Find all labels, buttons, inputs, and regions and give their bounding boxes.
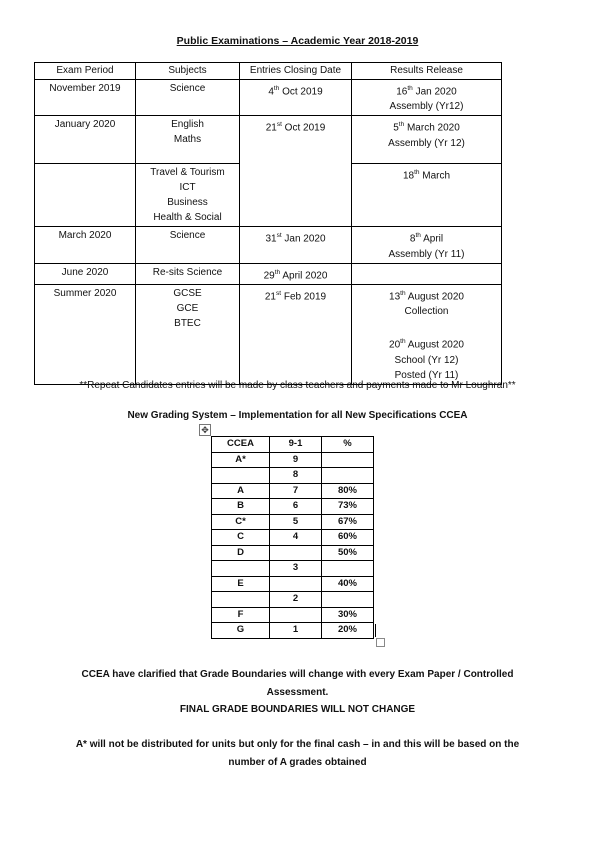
subjects-cell xyxy=(136,80,240,116)
subject-item: BTEC xyxy=(174,317,201,329)
header-entries-closing-date: Entries Closing Date xyxy=(240,63,352,80)
results-date: 13th August 2020 xyxy=(389,289,464,303)
results-release-cell xyxy=(352,284,502,384)
results-date: 18th March xyxy=(402,169,451,182)
table-row xyxy=(35,227,502,263)
results-detail: Posted (Yr 11) xyxy=(394,369,459,381)
nine-one-grade-cell: 9 xyxy=(270,452,322,468)
grade-row xyxy=(212,499,374,515)
results-detail: Collection xyxy=(404,306,449,318)
nine-one-grade-cell: 3 xyxy=(270,561,322,577)
nine-one-grade-cell xyxy=(270,576,322,592)
subject-item: Science xyxy=(169,230,206,242)
ccea-grade-cell: D xyxy=(212,545,270,561)
subject-item: Business xyxy=(167,197,208,209)
header-exam-period: Exam Period xyxy=(35,63,136,80)
percent-cell: 50% xyxy=(322,545,374,561)
ccea-grade-cell: C xyxy=(212,530,270,546)
subject-item: GCE xyxy=(176,302,199,314)
closing-date: 31st Jan 2020 xyxy=(265,232,326,245)
document-title: Public Examinations – Academic Year 2018-2019 xyxy=(176,35,419,47)
ccea-grade-cell: E xyxy=(212,576,270,592)
results-release-cell xyxy=(352,227,502,263)
resize-handle-icon[interactable] xyxy=(376,638,385,647)
grade-row xyxy=(212,592,374,608)
final-boundaries-note: FINAL GRADE BOUNDARIES WILL NOT CHANGE xyxy=(179,704,416,715)
grade-row xyxy=(212,607,374,623)
grade-table xyxy=(211,436,374,639)
a-star-note: A* will not be distributed for units but only for the final cash – in and this will be based on the number of A grades obtained xyxy=(75,739,520,768)
exam-period-cell: Summer 2020 xyxy=(35,284,136,384)
exam-schedule-table xyxy=(34,62,502,385)
closing-date-cell xyxy=(240,284,352,384)
grading-heading: New Grading System – Implementation for all New Specifications CCEA xyxy=(127,410,468,421)
percent-cell: 20% xyxy=(322,623,374,639)
exam-period-cell: June 2020 xyxy=(35,263,136,284)
exam-period-cell: January 2020 xyxy=(35,116,136,164)
nine-one-grade-cell: 5 xyxy=(270,514,322,530)
subject-item: Travel & Tourism xyxy=(150,167,225,179)
move-handle-icon[interactable]: ✥ xyxy=(199,424,211,436)
closing-date: 29th April 2020 xyxy=(263,268,328,281)
subjects-cell xyxy=(136,116,240,164)
table-header-row xyxy=(35,63,502,80)
closing-date: 4th Oct 2019 xyxy=(268,85,323,98)
grade-row xyxy=(212,576,374,592)
ccea-grade-cell xyxy=(212,561,270,577)
subject-item: English xyxy=(171,119,204,131)
table-row xyxy=(35,263,502,284)
results-release-cell xyxy=(352,164,502,227)
closing-date-cell xyxy=(240,80,352,116)
subject-item: Re-sits Science xyxy=(152,266,223,278)
results-detail: Assembly (Yr 11) xyxy=(388,248,465,260)
percent-cell: 30% xyxy=(322,607,374,623)
ccea-grade-cell: A xyxy=(212,483,270,499)
results-date: 16th Jan 2020 xyxy=(396,85,457,98)
ccea-grade-cell: A* xyxy=(212,452,270,468)
results-detail: School (Yr 12) xyxy=(394,354,459,366)
subject-item: Maths xyxy=(173,134,202,146)
ccea-grade-cell: C* xyxy=(212,514,270,530)
clarification-note: CCEA have clarified that Grade Boundaries will change with every Exam Paper / Controlled Assessment. xyxy=(81,669,514,698)
grade-row xyxy=(212,468,374,484)
subject-item: Science xyxy=(169,83,206,94)
subjects-cell xyxy=(136,263,240,284)
nine-one-grade-cell xyxy=(270,607,322,623)
ccea-grade-cell xyxy=(212,468,270,484)
closing-date-cell xyxy=(240,263,352,284)
percent-cell xyxy=(322,561,374,577)
closing-date: 21st Feb 2019 xyxy=(264,289,327,303)
subject-item: ICT xyxy=(179,182,196,194)
exam-period-cell: November 2019 xyxy=(35,80,136,116)
table-row xyxy=(35,116,502,164)
nine-one-grade-cell: 8 xyxy=(270,468,322,484)
nine-one-grade-cell: 2 xyxy=(270,592,322,608)
grade-row xyxy=(212,623,374,639)
results-detail: Assembly (Yr 12) xyxy=(388,137,465,149)
table-row xyxy=(35,80,502,116)
exam-period-cell xyxy=(35,164,136,227)
results-date: 20th August 2020 xyxy=(389,338,464,351)
grade-row xyxy=(212,561,374,577)
nine-one-grade-cell xyxy=(270,545,322,561)
ccea-grade-cell: F xyxy=(212,607,270,623)
ccea-grade-cell: G xyxy=(212,623,270,639)
subjects-cell xyxy=(136,284,240,384)
percent-cell: 80% xyxy=(322,483,374,499)
grade-row xyxy=(212,514,374,530)
nine-one-grade-cell: 7 xyxy=(270,483,322,499)
grade-rows xyxy=(212,452,374,638)
percent-cell xyxy=(322,468,374,484)
repeat-candidates-note: **Repeat Candidates entries will be made by class teachers and payments made to Mr Loughran** xyxy=(79,380,516,391)
header-ccea: CCEA xyxy=(212,437,270,453)
header-subjects: Subjects xyxy=(136,63,240,80)
text-cursor xyxy=(375,624,376,637)
grade-row xyxy=(212,545,374,561)
percent-cell: 40% xyxy=(322,576,374,592)
exam-period-cell: March 2020 xyxy=(35,227,136,263)
grade-row xyxy=(212,452,374,468)
closing-date-cell xyxy=(240,227,352,263)
subject-item: Health & Social xyxy=(153,212,222,224)
ccea-grade-cell: B xyxy=(212,499,270,515)
results-release-cell xyxy=(352,116,502,164)
grade-row xyxy=(212,530,374,546)
percent-cell: 67% xyxy=(322,514,374,530)
table-row xyxy=(35,284,502,384)
ccea-grade-cell xyxy=(212,592,270,608)
grade-header-row xyxy=(212,437,374,453)
results-release-cell xyxy=(352,80,502,116)
subject-item: GCSE xyxy=(173,287,202,299)
closing-date-cell xyxy=(240,116,352,227)
percent-cell: 60% xyxy=(322,530,374,546)
nine-one-grade-cell: 6 xyxy=(270,499,322,515)
grade-row xyxy=(212,483,374,499)
nine-one-grade-cell: 4 xyxy=(270,530,322,546)
percent-cell: 73% xyxy=(322,499,374,515)
results-date: 5th March 2020 xyxy=(393,121,460,134)
subjects-cell xyxy=(136,164,240,227)
header-9-1: 9-1 xyxy=(270,437,322,453)
nine-one-grade-cell: 1 xyxy=(270,623,322,639)
results-detail: Assembly (Yr12) xyxy=(389,101,464,113)
results-release-cell xyxy=(352,263,502,284)
results-date: 8th April xyxy=(409,232,444,245)
closing-date: 21st Oct 2019 xyxy=(265,121,326,134)
percent-cell xyxy=(322,452,374,468)
header-percent: % xyxy=(322,437,374,453)
subjects-cell xyxy=(136,227,240,263)
header-results-release: Results Release xyxy=(352,63,502,80)
percent-cell xyxy=(322,592,374,608)
